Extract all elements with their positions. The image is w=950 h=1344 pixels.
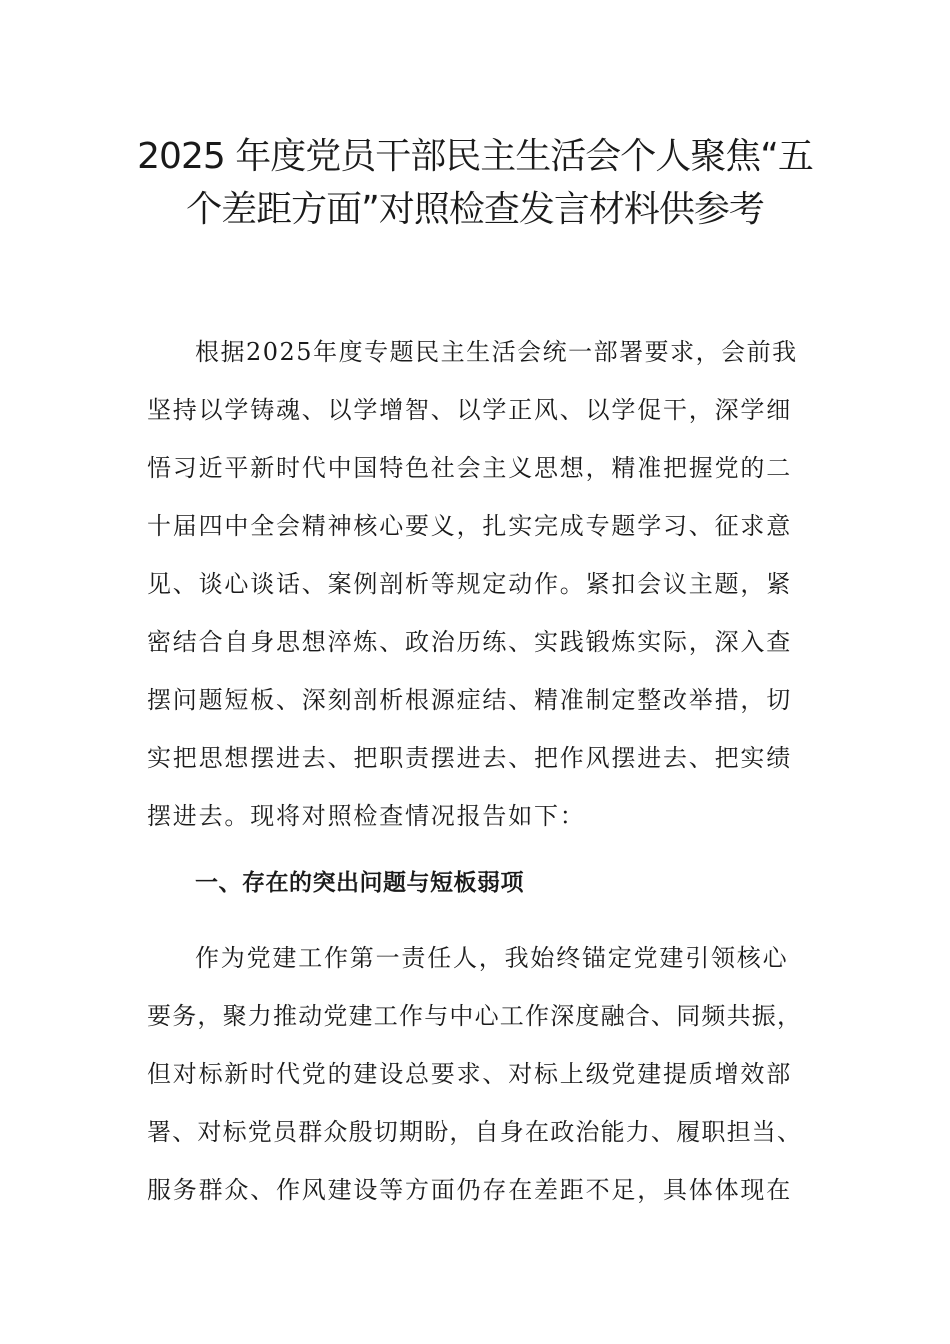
paragraph-1-line-5: 见、谈心谈话、案例剖析等规定动作。紧扣会议主题，紧 xyxy=(147,570,792,598)
paragraph-1-line-4: 十届四中全会精神核心要义，扎实完成专题学习、征求意 xyxy=(147,512,792,540)
paragraph-1-line-9: 摆进去。现将对照检查情况报告如下： xyxy=(147,802,586,830)
paragraph-2-line-4: 署、对标党员群众殷切期盼，自身在政治能力、履职担当、 xyxy=(147,1118,803,1146)
paragraph-1-line-8: 实把思想摆进去、把职责摆进去、把作风摆进去、把实绩 xyxy=(147,744,792,772)
paragraph-2-line-1: 作为党建工作第一责任人，我始终锚定党建引领核心 xyxy=(195,944,789,972)
paragraph-2-line-5: 服务群众、作风建设等方面仍存在差距不足，具体体现在 xyxy=(147,1176,792,1204)
paragraph-2-line-3: 但对标新时代党的建设总要求、对标上级党建提质增效部 xyxy=(147,1060,792,1088)
paragraph-1-line-2: 坚持以学铸魂、以学增智、以学正风、以学促干，深学细 xyxy=(147,396,792,424)
paragraph-2-line-2: 要务，聚力推动党建工作与中心工作深度融合、同频共振， xyxy=(147,1002,803,1030)
paragraph-1-line-6: 密结合自身思想淬炼、政治历练、实践锻炼实际，深入查 xyxy=(147,628,792,656)
section-1-heading: 一、存在的突出问题与短板弱项 xyxy=(195,870,524,896)
paragraph-1-line-3: 悟习近平新时代中国特色社会主义思想，精准把握党的二 xyxy=(147,454,792,482)
document-title-line-2: 个差距方面”对照检查发言材料供参考 xyxy=(186,189,764,230)
paragraph-1-line-1: 根据2025年度专题民主生活会统一部署要求，会前我 xyxy=(195,338,798,366)
document-title-line-1: 2025 年度党员干部民主生活会个人聚焦“五 xyxy=(137,136,813,177)
paragraph-1-line-7: 摆问题短板、深刻剖析根源症结、精准制定整改举措，切 xyxy=(147,686,792,714)
